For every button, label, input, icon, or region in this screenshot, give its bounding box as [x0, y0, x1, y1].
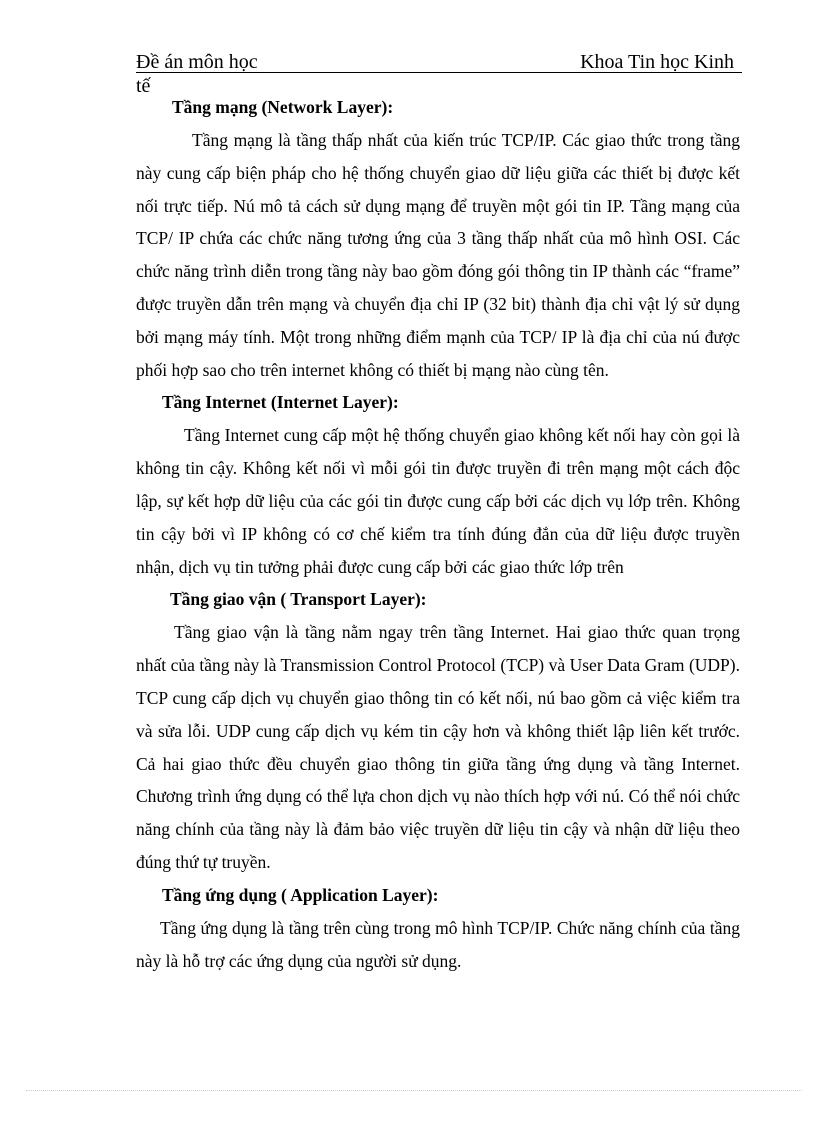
section-heading-internet-layer: Tầng Internet (Internet Layer):: [162, 392, 399, 413]
section-body-transport-layer: Tầng giao vận là tầng nằm ngay trên tầng Internet. Hai giao thức quan trọng nhất của tầng này là Transmission Control Protocol (TCP) và User Data Gram (UDP). TCP cung cấp dịch vụ chuyển giao thông tin có kết nối, nú bao gồm cả việc kiểm tra và sửa lỗi. UDP cung cấp dịch vụ kém tin cậy hơn và không thiết lập liên kết trước. Cả hai giao thức đều chuyển giao thông tin giữa tầng ứng dụng và tầng Internet. Chương trình ứng dụng có thể lựa chon dịch vụ nào thích hợp với nú. Có thể nói chức năng chính của tầng này là đảm bảo việc truyền dữ liệu tin cậy và nhận dữ liệu theo đúng thứ tự truyền.: [136, 622, 740, 872]
section-body-network-layer: Tầng mạng là tầng thấp nhất của kiến trúc TCP/IP. Các giao thức trong tầng này cung cấp biện pháp cho hệ thống chuyển giao dữ liệu giữa các thiết bị được kết nối trực tiếp. Nú mô tả cách sử dụng mạng để truyền một gói tin IP. Tầng mạng của TCP/ IP chứa các chức năng tương ứng của 3 tầng thấp nhất của mô hình OSI. Các chức năng trình diễn trong tầng này bao gồm đóng gói thông tin IP thành các “frame” được truyền dẫn trên mạng và chuyển địa chỉ IP (32 bit) thành địa chỉ vật lý sử dụng bởi mạng máy tính. Một trong những điểm mạnh của TCP/ IP là địa chỉ của nú được phối hợp sao cho trên internet không có thiết bị mạng nào cùng tên.: [136, 130, 740, 380]
document-body: [136, 91, 740, 977]
header-faculty-name-continuation: tế: [136, 75, 151, 97]
section-body-internet-layer: Tầng Internet cung cấp một hệ thống chuyển giao không kết nối hay còn gọi là không tin cậy. Không kết nối vì mỗi gói tin được truyền đi trên mạng một cách độc lập, sự kết hợp dữ liệu của các gói tin được cung cấp bởi các dịch vụ lớp trên. Không tin cậy bởi vì IP không có cơ chế kiểm tra tính đúng đắn của dữ liệu được truyền nhận, dịch vụ tin tưởng phải được cung cấp bởi các giao thức lớp trên: [136, 425, 740, 577]
section-heading-network-layer: Tầng mạng (Network Layer):: [172, 97, 394, 117]
footer-divider: [26, 1090, 802, 1091]
section-body-application-layer: Tầng ứng dụng là tầng trên cùng trong mô hình TCP/IP. Chức năng chính của tầng này là hỗ trợ các ứng dụng của người sử dụng.: [136, 917, 740, 971]
header-faculty-name: Khoa Tin học Kinh: [580, 51, 734, 73]
section-heading-application-layer: Tầng ứng dụng ( Application Layer):: [162, 884, 439, 905]
header-course-title: Đề án môn học: [136, 51, 258, 73]
page-header: [136, 48, 742, 73]
section-heading-transport-layer: Tầng giao vận ( Transport Layer):: [170, 589, 427, 610]
